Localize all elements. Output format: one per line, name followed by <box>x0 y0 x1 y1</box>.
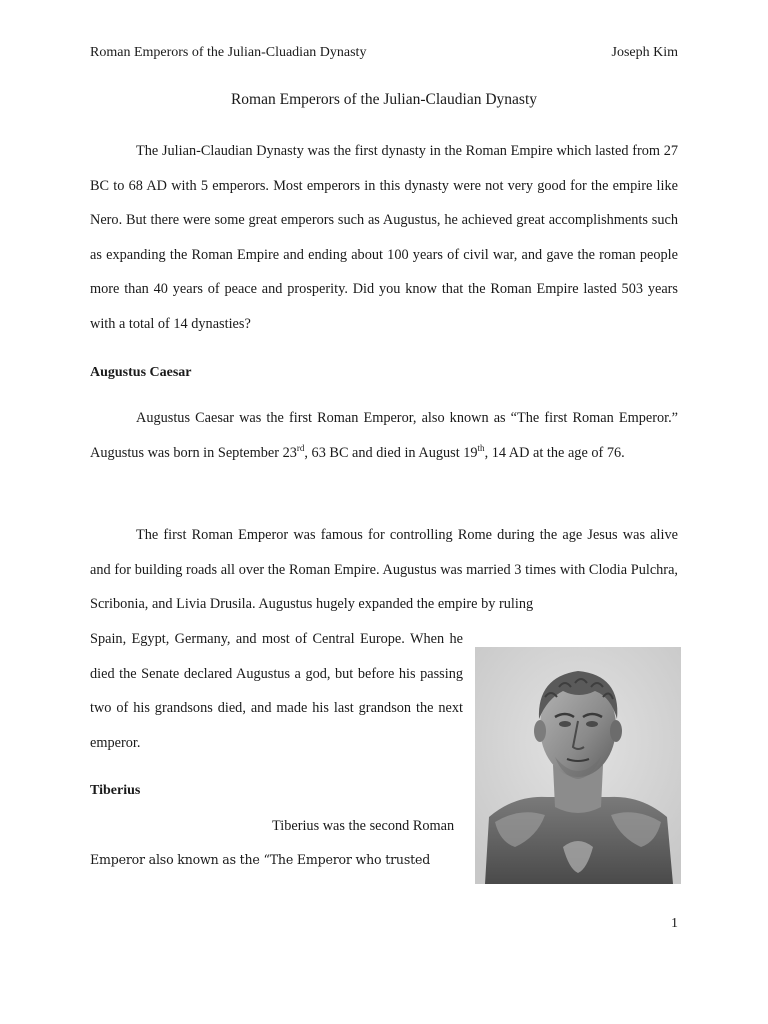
running-header-title: Roman Emperors of the Julian-Cluadian Dynasty <box>90 45 367 60</box>
intro-paragraph: The Julian-Claudian Dynasty was the first dynasty in the Roman Empire which lasted from 27 BC to 68 AD with 5 emperors. Most emperors in this dynasty were not very good for the empire like Nero. But there were some great emperors such as Augustus, he achieved great accomplishments such as expanding the Roman Empire and ending about 100 years of civil war, and gave the roman people more than 40 years of peace and prosperity. Did you know that the Roman Empire lasted 503 years with a total of 14 dynasties? <box>90 143 678 332</box>
augustus-p1-text-a: Augustus Caesar was the first Roman Emperor, also known as “The first Roman Emperor.” Augustus was born in September 23 <box>90 410 678 461</box>
augustus-portrait-image <box>475 647 681 884</box>
superscript-th: th <box>477 442 485 453</box>
section-heading-tiberius: Tiberius <box>90 783 141 798</box>
running-header-author: Joseph Kim <box>611 45 678 60</box>
section-heading-augustus: Augustus Caesar <box>90 365 192 380</box>
augustus-paragraph-1 <box>90 401 678 470</box>
page-number: 1 <box>671 916 678 931</box>
document-title: Roman Emperors of the Julian-Claudian Dynasty <box>230 91 538 108</box>
augustus-paragraph-2-continued: Spain, Egypt, Germany, and most of Central Europe. When he died the Senate declared Augustus a god, but before his passing two of his grandsons died, and made his last grandson the next emperor. <box>90 631 463 751</box>
tiberius-line-2: Emperor also known as the “The Emperor who trusted <box>90 852 431 867</box>
augustus-paragraph-2: The first Roman Emperor was famous for controlling Rome during the age Jesus was alive and for building roads all over the Roman Empire. Augustus was married 3 times with Clodia Pulchra, Scribonia, and Livia Drusila. Augustus hugely expanded the empire by ruling <box>90 527 678 613</box>
augustus-p1-text-c: , 14 AD at the age of 76. <box>484 444 625 461</box>
augustus-bust-illustration <box>475 647 681 884</box>
superscript-rd: rd <box>296 442 305 453</box>
tiberius-line-1: Tiberius was the second Roman <box>272 818 455 834</box>
augustus-p1-text-b: , 63 BC and died in August 19 <box>304 444 478 461</box>
